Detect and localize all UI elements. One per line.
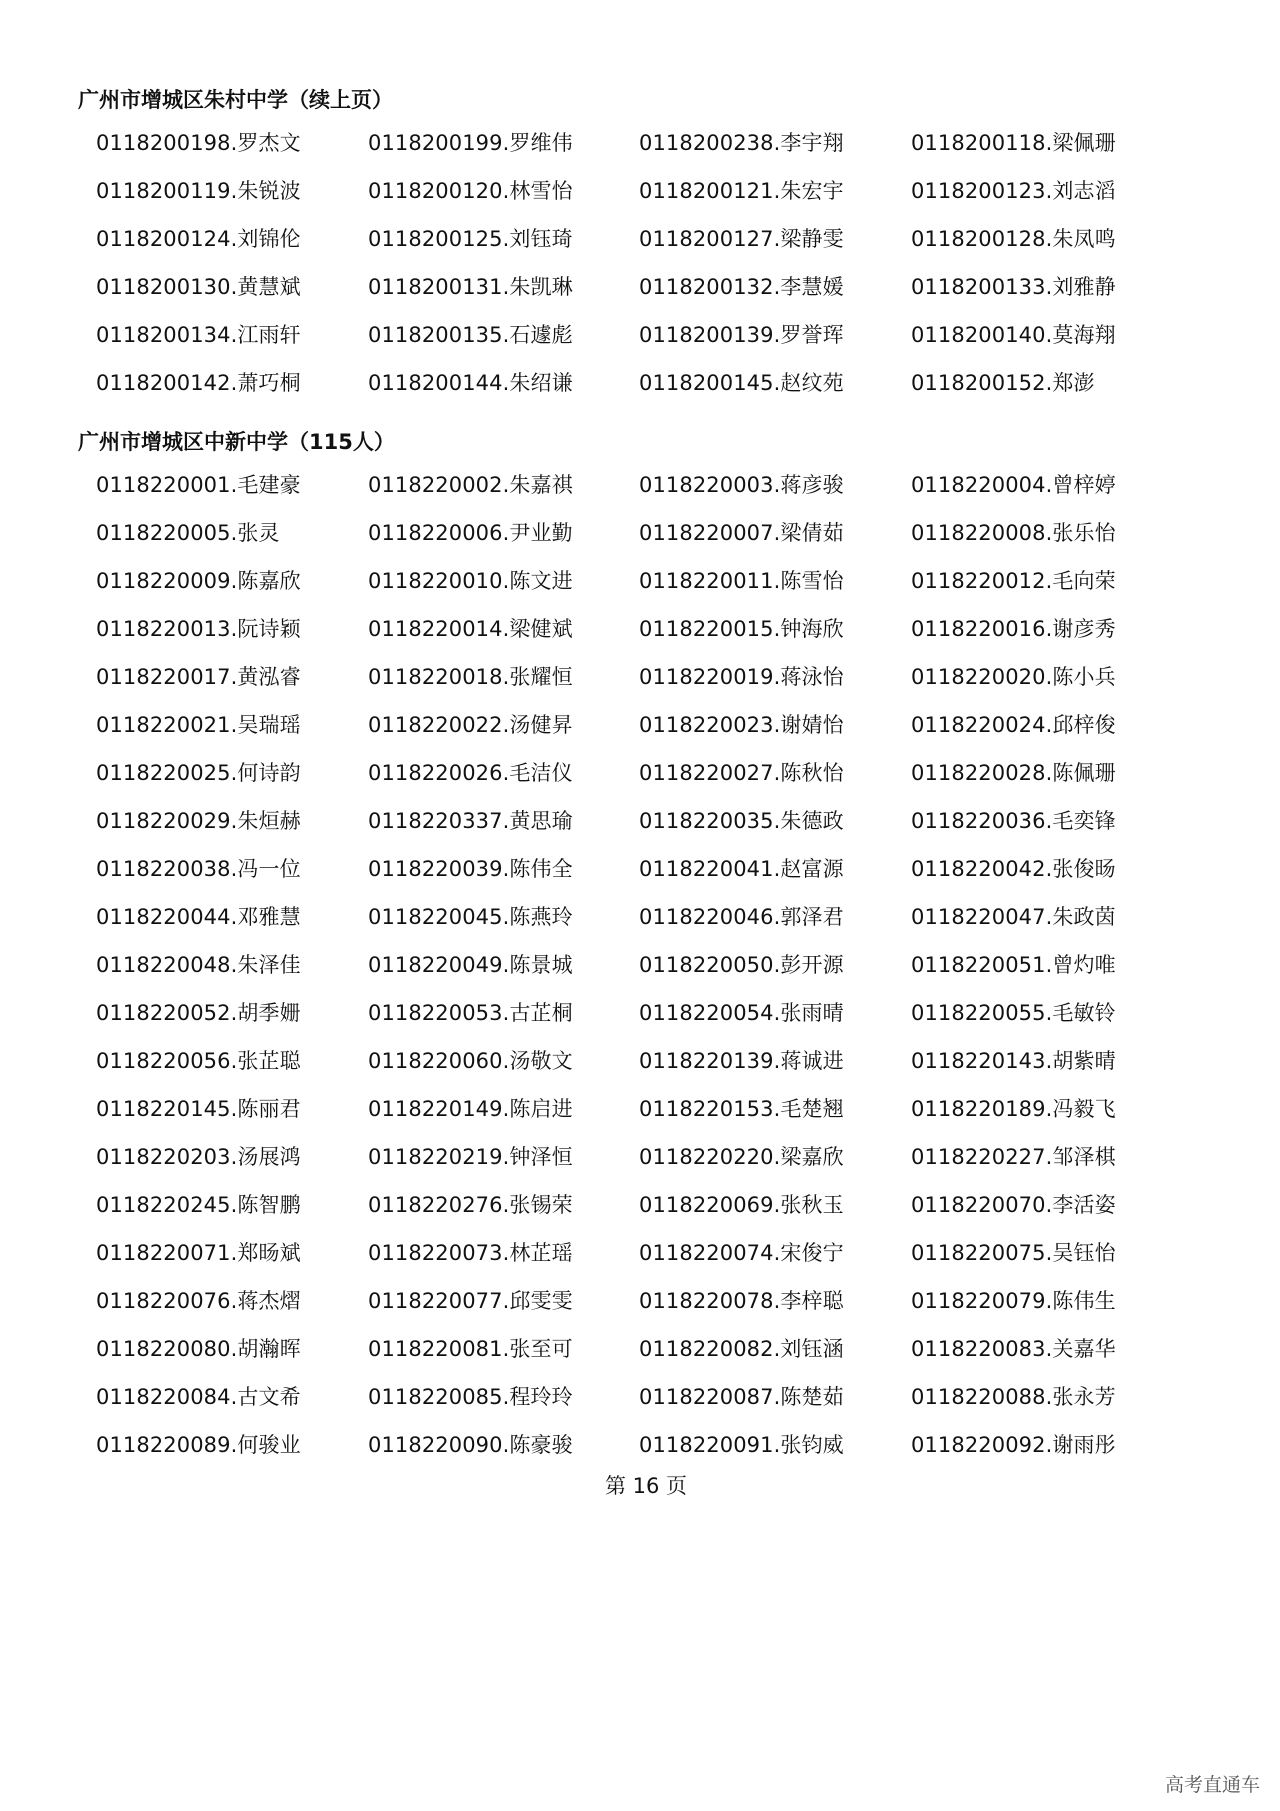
student-entry: 0118220012.毛向荣 bbox=[911, 569, 1116, 593]
list-row bbox=[96, 1381, 1216, 1411]
student-entry: 0118200135.石遽彪 bbox=[368, 323, 573, 347]
student-entry: 0118220045.陈燕玲 bbox=[368, 905, 573, 929]
student-entry: 0118220245.陈智鹏 bbox=[96, 1193, 301, 1217]
list-row bbox=[96, 223, 1216, 253]
list-row bbox=[96, 127, 1216, 157]
student-entry: 0118220007.梁倩茹 bbox=[639, 521, 844, 545]
student-entry: 0118220049.陈景城 bbox=[368, 953, 573, 977]
student-entry: 0118200199.罗维伟 bbox=[368, 131, 573, 155]
student-entry: 0118220084.古文希 bbox=[96, 1385, 301, 1409]
student-entry: 0118220077.邱雯雯 bbox=[368, 1289, 573, 1313]
list-row bbox=[96, 517, 1216, 547]
list-row bbox=[96, 757, 1216, 787]
student-entry: 0118220139.蒋诚进 bbox=[639, 1049, 844, 1073]
list-row bbox=[96, 271, 1216, 301]
student-entry: 0118220047.朱政茵 bbox=[911, 905, 1116, 929]
student-entry: 0118200119.朱锐波 bbox=[96, 179, 301, 203]
section-title-zhongxin: 广州市增城区中新中学（115人） bbox=[78, 430, 395, 454]
list-row bbox=[96, 1333, 1216, 1363]
student-entry: 0118220035.朱德政 bbox=[639, 809, 844, 833]
student-entry: 0118220091.张钧威 bbox=[639, 1433, 844, 1457]
student-entry: 0118200140.莫海翔 bbox=[911, 323, 1116, 347]
student-entry: 0118220041.赵富源 bbox=[639, 857, 844, 881]
student-entry: 0118200238.李宇翔 bbox=[639, 131, 844, 155]
student-entry: 0118220060.汤敬文 bbox=[368, 1049, 573, 1073]
student-entry: 0118220090.陈豪骏 bbox=[368, 1433, 573, 1457]
student-entry: 0118220073.林芷瑶 bbox=[368, 1241, 573, 1265]
list-row bbox=[96, 709, 1216, 739]
student-entry: 0118220085.程玲玲 bbox=[368, 1385, 573, 1409]
student-entry: 0118220337.黄思瑜 bbox=[368, 809, 573, 833]
student-entry: 0118220083.关嘉华 bbox=[911, 1337, 1116, 1361]
student-entry: 0118220014.梁健斌 bbox=[368, 617, 573, 641]
student-entry: 0118220005.张灵 bbox=[96, 521, 280, 545]
student-entry: 0118220039.陈伟全 bbox=[368, 857, 573, 881]
student-entry: 0118220011.陈雪怡 bbox=[639, 569, 844, 593]
student-entry: 0118200128.朱凤鸣 bbox=[911, 227, 1116, 251]
student-entry: 0118220010.陈文进 bbox=[368, 569, 573, 593]
list-row bbox=[96, 469, 1216, 499]
student-entry: 0118220020.陈小兵 bbox=[911, 665, 1116, 689]
student-entry: 0118220048.朱泽佳 bbox=[96, 953, 301, 977]
student-entry: 0118220276.张锡荣 bbox=[368, 1193, 573, 1217]
student-entry: 0118220029.朱烜赫 bbox=[96, 809, 301, 833]
student-entry: 0118200125.刘钰琦 bbox=[368, 227, 573, 251]
student-entry: 0118220054.张雨晴 bbox=[639, 1001, 844, 1025]
page-number: 第 16 页 bbox=[604, 1474, 688, 1498]
student-entry: 0118200120.林雪怡 bbox=[368, 179, 573, 203]
student-entry: 0118200142.萧巧桐 bbox=[96, 371, 301, 395]
list-row bbox=[96, 1285, 1216, 1315]
list-row bbox=[96, 1237, 1216, 1267]
student-entry: 0118220051.曾灼唯 bbox=[911, 953, 1116, 977]
list-row bbox=[96, 1045, 1216, 1075]
student-entry: 0118220026.毛洁仪 bbox=[368, 761, 573, 785]
list-row bbox=[96, 1093, 1216, 1123]
student-entry: 0118200124.刘锦伦 bbox=[96, 227, 301, 251]
student-entry: 0118200198.罗杰文 bbox=[96, 131, 301, 155]
student-entry: 0118200130.黄慧斌 bbox=[96, 275, 301, 299]
student-entry: 0118220149.陈启进 bbox=[368, 1097, 573, 1121]
list-row bbox=[96, 853, 1216, 883]
student-entry: 0118220052.胡季姗 bbox=[96, 1001, 301, 1025]
student-entry: 0118220092.谢雨彤 bbox=[911, 1433, 1116, 1457]
student-entry: 0118220088.张永芳 bbox=[911, 1385, 1116, 1409]
student-entry: 0118220071.郑旸斌 bbox=[96, 1241, 301, 1265]
student-entry: 0118220219.钟泽恒 bbox=[368, 1145, 573, 1169]
student-entry: 0118200133.刘雅静 bbox=[911, 275, 1116, 299]
student-entry: 0118200131.朱凯琳 bbox=[368, 275, 573, 299]
student-entry: 0118220015.钟海欣 bbox=[639, 617, 844, 641]
student-entry: 0118220082.刘钰涵 bbox=[639, 1337, 844, 1361]
student-entry: 0118220003.蒋彦骏 bbox=[639, 473, 844, 497]
student-entry: 0118220022.汤健昇 bbox=[368, 713, 573, 737]
student-entry: 0118220036.毛奕锋 bbox=[911, 809, 1116, 833]
list-row bbox=[96, 1189, 1216, 1219]
list-row bbox=[96, 1141, 1216, 1171]
student-entry: 0118220081.张至可 bbox=[368, 1337, 573, 1361]
list-row bbox=[96, 949, 1216, 979]
student-entry: 0118220025.何诗韵 bbox=[96, 761, 301, 785]
student-entry: 0118200118.梁佩珊 bbox=[911, 131, 1116, 155]
student-entry: 0118220145.陈丽君 bbox=[96, 1097, 301, 1121]
student-entry: 0118220153.毛楚翘 bbox=[639, 1097, 844, 1121]
student-entry: 0118220004.曾梓婷 bbox=[911, 473, 1116, 497]
student-entry: 0118220055.毛敏铃 bbox=[911, 1001, 1116, 1025]
watermark: 高考直通车 bbox=[1164, 1774, 1260, 1796]
list-row bbox=[96, 661, 1216, 691]
student-entry: 0118220016.谢彦秀 bbox=[911, 617, 1116, 641]
list-row bbox=[96, 565, 1216, 595]
student-entry: 0118220069.张秋玉 bbox=[639, 1193, 844, 1217]
student-entry: 0118220002.朱嘉祺 bbox=[368, 473, 573, 497]
student-entry: 0118220044.邓雅慧 bbox=[96, 905, 301, 929]
student-entry: 0118220021.吴瑞瑶 bbox=[96, 713, 301, 737]
student-entry: 0118220008.张乐怡 bbox=[911, 521, 1116, 545]
student-entry: 0118200144.朱绍谦 bbox=[368, 371, 573, 395]
student-entry: 0118200145.赵纹苑 bbox=[639, 371, 844, 395]
list-row bbox=[96, 1429, 1216, 1459]
student-entry: 0118200152.郑澎 bbox=[911, 371, 1095, 395]
student-entry: 0118220076.蒋杰熠 bbox=[96, 1289, 301, 1313]
student-entry: 0118220079.陈伟生 bbox=[911, 1289, 1116, 1313]
student-entry: 0118200121.朱宏宇 bbox=[639, 179, 844, 203]
student-entry: 0118220042.张俊旸 bbox=[911, 857, 1116, 881]
student-entry: 0118220028.陈佩珊 bbox=[911, 761, 1116, 785]
list-row bbox=[96, 613, 1216, 643]
student-entry: 0118220070.李活姿 bbox=[911, 1193, 1116, 1217]
student-entry: 0118220019.蒋泳怡 bbox=[639, 665, 844, 689]
student-entry: 0118200139.罗誉珲 bbox=[639, 323, 844, 347]
student-entry: 0118220089.何骏业 bbox=[96, 1433, 301, 1457]
student-entry: 0118220006.尹业勤 bbox=[368, 521, 573, 545]
student-entry: 0118220017.黄泓睿 bbox=[96, 665, 301, 689]
student-entry: 0118220050.彭开源 bbox=[639, 953, 844, 977]
student-entry: 0118200134.江雨轩 bbox=[96, 323, 301, 347]
student-entry: 0118220075.吴钰怡 bbox=[911, 1241, 1116, 1265]
student-entry: 0118220023.谢婧怡 bbox=[639, 713, 844, 737]
student-entry: 0118200132.李慧媛 bbox=[639, 275, 844, 299]
student-entry: 0118220056.张芷聪 bbox=[96, 1049, 301, 1073]
student-entry: 0118220009.陈嘉欣 bbox=[96, 569, 301, 593]
student-entry: 0118220189.冯毅飞 bbox=[911, 1097, 1116, 1121]
list-row bbox=[96, 319, 1216, 349]
list-row bbox=[96, 901, 1216, 931]
list-row bbox=[96, 367, 1216, 397]
student-entry: 0118220013.阮诗颖 bbox=[96, 617, 301, 641]
student-entry: 0118220053.古芷桐 bbox=[368, 1001, 573, 1025]
section-title-zhucun: 广州市增城区朱村中学（续上页） bbox=[78, 88, 393, 112]
student-entry: 0118220143.胡紫晴 bbox=[911, 1049, 1116, 1073]
student-entry: 0118220018.张耀恒 bbox=[368, 665, 573, 689]
student-entry: 0118220227.邹泽棋 bbox=[911, 1145, 1116, 1169]
student-entry: 0118220074.宋俊宁 bbox=[639, 1241, 844, 1265]
student-entry: 0118220038.冯一位 bbox=[96, 857, 301, 881]
student-entry: 0118200127.梁静雯 bbox=[639, 227, 844, 251]
student-entry: 0118200123.刘志滔 bbox=[911, 179, 1116, 203]
student-entry: 0118220027.陈秋怡 bbox=[639, 761, 844, 785]
list-row bbox=[96, 997, 1216, 1027]
list-row bbox=[96, 175, 1216, 205]
student-entry: 0118220087.陈楚茹 bbox=[639, 1385, 844, 1409]
student-entry: 0118220220.梁嘉欣 bbox=[639, 1145, 844, 1169]
student-entry: 0118220203.汤展鸿 bbox=[96, 1145, 301, 1169]
student-entry: 0118220046.郭泽君 bbox=[639, 905, 844, 929]
student-entry: 0118220080.胡瀚晖 bbox=[96, 1337, 301, 1361]
list-row bbox=[96, 805, 1216, 835]
student-entry: 0118220001.毛建豪 bbox=[96, 473, 301, 497]
student-entry: 0118220078.李梓聪 bbox=[639, 1289, 844, 1313]
student-entry: 0118220024.邱梓俊 bbox=[911, 713, 1116, 737]
